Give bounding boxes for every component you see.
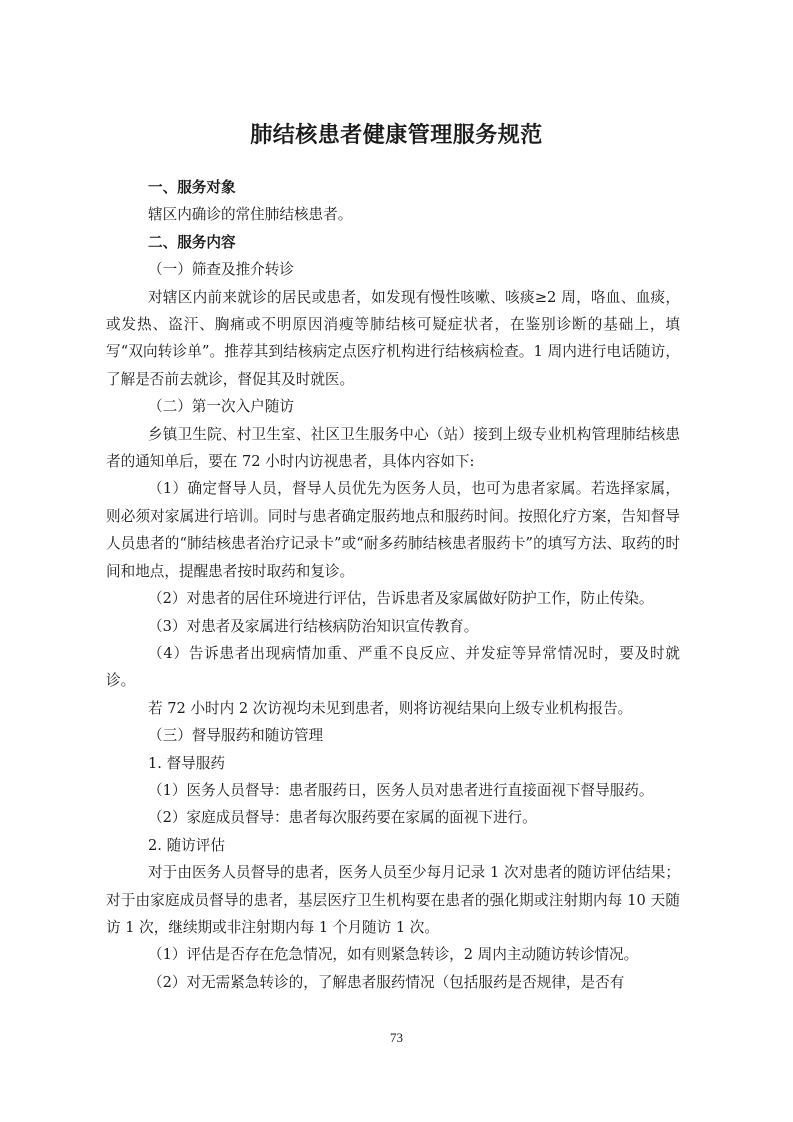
paragraph-first-visit-item-4: （4）告诉患者出现病情加重、严重不良反应、并发症等异常情况时，要及时就诊。	[106, 644, 680, 690]
paragraph-visit-report: 若 72 小时内 2 次访视均未见到患者，则将访视结果向上级专业机构报告。	[148, 699, 633, 717]
paragraph-first-visit-item-1: （1）确定督导人员，督导人员优先为医务人员，也可为患者家属。若选择家属，则必须对家属进行培训。同时与患者确定服药地点和服药时间。按照化疗方案，告知督导人员患者的“肺结核患者治疗记录卡”或“耐多药肺结核患者服药卡”的填写方法、取药的时间和地点，提醒患者按时取药和复诊。	[106, 480, 680, 580]
section-heading-service-content: 二、服务内容	[148, 233, 236, 251]
page-title: 肺结核患者健康管理服务规范	[250, 123, 543, 148]
paragraph-medical-staff-supervision: （1）医务人员督导：患者服药日，医务人员对患者进行直接面视下督导服药。	[148, 781, 654, 799]
paragraph-family-supervision: （2）家庭成员督导：患者每次服药要在家属的面视下进行。	[148, 809, 537, 827]
document-body	[106, 174, 680, 996]
paragraph-assessment-item-2: （2）对无需紧急转诊的，了解患者服药情况（包括服药是否规律，是否有	[148, 973, 625, 991]
subsection-heading-screening: （一）筛查及推介转诊	[148, 261, 294, 279]
paragraph-first-visit-item-2: （2）对患者的居住环境进行评估，告诉患者及家属做好防护工作，防止传染。	[148, 590, 654, 608]
paragraph-screening: 对辖区内前来就诊的居民或患者，如发现有慢性咳嗽、咳痰≥2 周，咯血、血痰，或发热、盗汗、胸痛或不明原因消瘦等肺结核可疑症状者，在鉴别诊断的基础上，填写“双向转诊单”。推荐其到结核病定点医疗机构进行结核病检查。1 周内进行电话随访，了解是否前去就诊，督促其及时就医。	[106, 288, 680, 388]
item-heading-supervised-medication: 1. 督导服药	[148, 754, 225, 772]
paragraph-first-visit-item-3: （3）对患者及家属进行结核病防治知识宣传教育。	[148, 617, 479, 635]
subsection-heading-first-visit: （二）第一次入户随访	[148, 398, 294, 416]
paragraph-service-target: 辖区内确诊的常住肺结核患者。	[148, 206, 353, 224]
section-heading-service-target: 一、服务对象	[148, 179, 236, 196]
subsection-heading-supervision: （三）督导服药和随访管理	[148, 727, 324, 745]
paragraph-first-visit-intro: 乡镇卫生院、村卫生室、社区卫生服务中心（站）接到上级专业机构管理肺结核患者的通知单后，要在 72 小时内访视患者，具体内容如下:	[106, 425, 680, 471]
page-number: 73	[390, 1030, 403, 1045]
item-heading-follow-up-assessment: 2. 随访评估	[148, 836, 225, 854]
paragraph-assessment-item-1: （1）评估是否存在危急情况，如有则紧急转诊，2 周内主动随访转诊情况。	[148, 946, 639, 964]
paragraph-follow-up-frequency: 对于由医务人员督导的患者，医务人员至少每月记录 1 次对患者的随访评估结果；对于由家庭成员督导的患者，基层医疗卫生机构要在患者的强化期或注射期内每 10 天随访 1 次，继续期或非注射期内每 1 个月随访 1 次。	[106, 864, 680, 936]
